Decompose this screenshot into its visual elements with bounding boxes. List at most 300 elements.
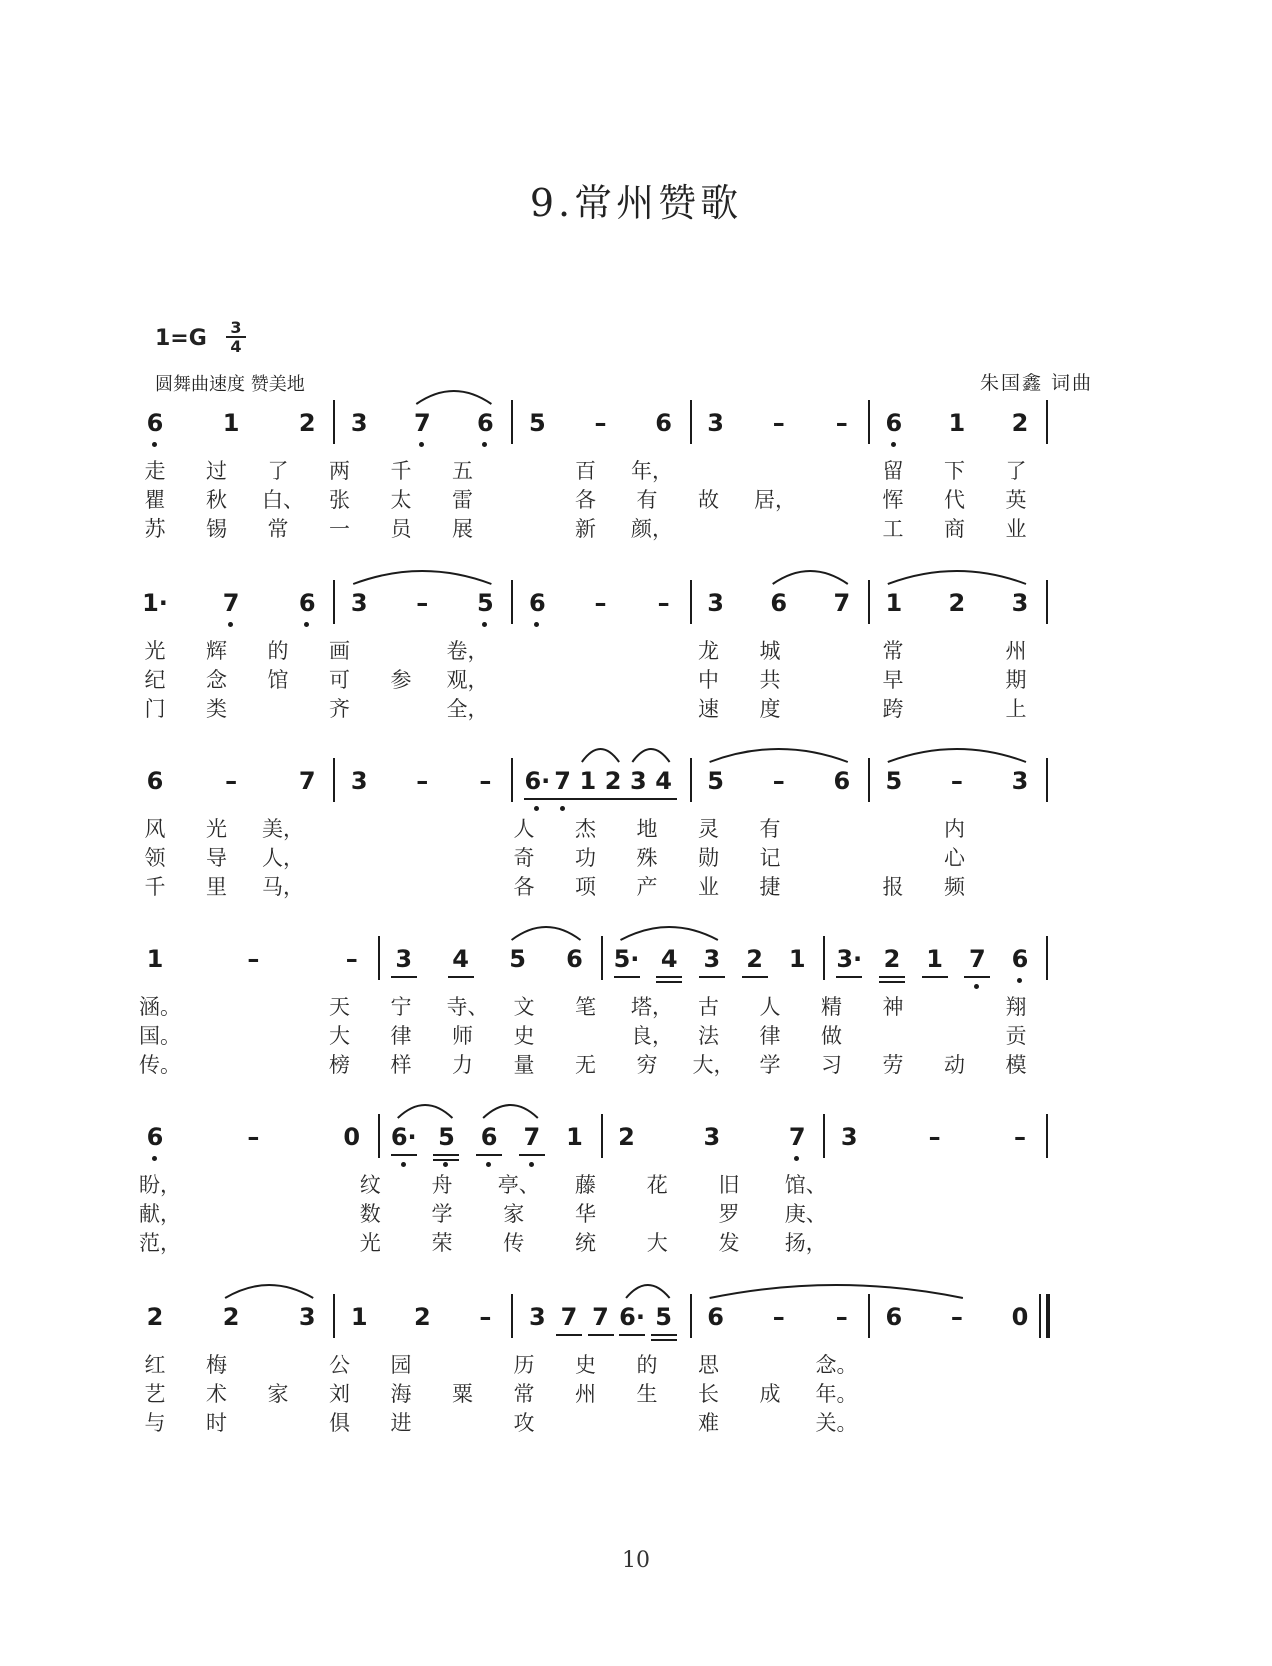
lyric-syllable: 纹 <box>359 1173 381 1197</box>
lyric-line <box>0 1230 1272 1270</box>
note: 3 <box>1011 589 1029 617</box>
barline <box>690 580 692 624</box>
lyric-syllable: 秋 <box>206 488 227 512</box>
lyric-syllable: 恽 <box>882 488 904 512</box>
lyric-syllable: 类 <box>206 697 227 721</box>
sixteenth-underline <box>433 1159 459 1161</box>
lyric-syllable: 地 <box>636 817 658 841</box>
lyric-syllable: 学 <box>759 1053 781 1077</box>
note: 6 <box>298 589 316 617</box>
lyric-syllable: 常 <box>267 517 289 541</box>
eighth-underline <box>556 1334 582 1336</box>
eighth-underline <box>879 976 905 978</box>
sixteenth-underline <box>651 1339 677 1341</box>
lower-octave-dot <box>228 622 233 627</box>
lower-octave-dot <box>443 1162 448 1167</box>
lyric-syllable: 代 <box>944 488 965 512</box>
lyric-syllable: 光 <box>206 817 227 841</box>
key-signature: 1=G <box>155 326 207 351</box>
lyric-syllable: 州 <box>575 1382 596 1406</box>
note: 3 <box>350 409 368 437</box>
note: 6· <box>390 1123 417 1151</box>
note: 6 <box>480 1123 498 1151</box>
eighth-underline <box>625 798 651 800</box>
note: 3 <box>630 767 647 795</box>
note: 7 <box>560 1303 578 1331</box>
barline <box>601 936 603 980</box>
barline <box>868 1294 870 1338</box>
slur <box>483 1105 538 1118</box>
note: 5 <box>707 767 724 795</box>
lyric-syllable: 州 <box>1005 639 1027 663</box>
eighth-underline <box>433 1154 459 1156</box>
lyric-syllable: 无 <box>575 1053 596 1077</box>
lower-octave-dot <box>486 1162 491 1167</box>
lyric-syllable: 项 <box>575 875 596 899</box>
lyric-syllable: 古 <box>698 995 719 1019</box>
lyric-syllable: 术 <box>206 1382 227 1406</box>
note: – <box>479 1303 492 1331</box>
lyric-syllable: 统 <box>575 1231 596 1255</box>
lyric-syllable: 画 <box>329 639 350 663</box>
lyric-syllable: 人， <box>262 846 304 870</box>
tempo-marking: 圆舞曲速度 赞美地 <box>155 374 305 395</box>
lyric-syllable: 罗 <box>718 1202 740 1226</box>
lyric-syllable: 龙 <box>698 639 719 663</box>
lyric-syllable: 度 <box>759 697 781 721</box>
lyric-syllable: 梅 <box>206 1353 227 1377</box>
note: 3 <box>529 1303 546 1331</box>
lower-octave-dot <box>974 984 979 989</box>
eighth-underline <box>742 976 768 978</box>
lyric-syllable: 百 <box>575 459 596 483</box>
lyric-syllable: 扬， <box>784 1231 827 1255</box>
notation-row <box>0 1124 1272 1164</box>
note: 3 <box>298 1303 316 1331</box>
lyric-syllable: 人 <box>759 995 781 1019</box>
note: 3 <box>703 945 721 973</box>
eighth-underline <box>836 976 862 978</box>
note: – <box>950 767 963 795</box>
lyric-syllable: 念 <box>206 668 227 692</box>
note: 7 <box>413 409 431 437</box>
lyric-syllable: 领 <box>144 846 166 870</box>
lyric-syllable: 笔 <box>575 995 596 1019</box>
note: 5 <box>477 589 494 617</box>
note: 1 <box>566 1123 583 1151</box>
lyric-syllable: 有 <box>759 817 781 841</box>
score-system <box>0 410 1272 560</box>
lyric-syllable: 家 <box>267 1382 289 1406</box>
lyric-syllable: 勋 <box>698 846 719 870</box>
lyric-syllable: 白、 <box>262 488 304 512</box>
lyric-syllable: 动 <box>944 1053 965 1077</box>
lyric-syllable: 天 <box>329 995 350 1019</box>
lyric-syllable: 员 <box>390 517 412 541</box>
lyric-syllable: 传。 <box>139 1053 181 1077</box>
lyric-syllable: 工 <box>882 517 904 541</box>
note: 7 <box>298 767 316 795</box>
note: 1 <box>350 1303 368 1331</box>
lyric-syllable: 劳 <box>882 1053 904 1077</box>
note: 6· <box>619 1303 645 1331</box>
note: 2 <box>604 767 622 795</box>
slur <box>888 571 1026 584</box>
barline <box>823 1114 825 1158</box>
lyric-syllable: 律 <box>759 1024 781 1048</box>
barline <box>823 936 825 980</box>
lyric-syllable: 量 <box>513 1053 535 1077</box>
note: 4 <box>452 945 469 973</box>
lyric-syllable: 旧 <box>718 1173 740 1197</box>
note: 5 <box>509 945 526 973</box>
note: – <box>247 1123 260 1151</box>
barline <box>1046 1114 1048 1158</box>
lyric-syllable: 城 <box>759 639 781 663</box>
lyric-syllable: 走 <box>144 459 166 483</box>
lyric-syllable: 英 <box>1005 488 1027 512</box>
lyric-syllable: 学 <box>431 1202 453 1226</box>
lower-octave-dot <box>482 622 487 627</box>
lyric-syllable: 文 <box>513 995 535 1019</box>
note: 2 <box>413 1303 431 1331</box>
lyric-syllable: 齐 <box>329 697 350 721</box>
lyric-syllable: 范， <box>139 1231 181 1255</box>
lower-octave-dot <box>304 622 309 627</box>
note: 3· <box>836 945 863 973</box>
eighth-underline <box>448 976 474 978</box>
note: 2 <box>146 1303 164 1331</box>
final-barline-thin <box>1039 1294 1041 1338</box>
lower-octave-dot <box>401 1162 406 1167</box>
note: 6 <box>885 409 903 437</box>
barline <box>511 580 513 624</box>
note: 5· <box>613 945 640 973</box>
note: 6 <box>707 1303 724 1331</box>
note: – <box>950 1303 963 1331</box>
lyric-syllable: 一 <box>329 517 350 541</box>
lyric-syllable: 习 <box>821 1053 842 1077</box>
note: 2 <box>746 945 763 973</box>
lyric-syllable: 业 <box>698 875 719 899</box>
slur <box>626 1285 670 1298</box>
note: 3 <box>703 1123 721 1151</box>
lyric-syllable: 苏 <box>144 517 166 541</box>
eighth-underline <box>922 976 948 978</box>
lyric-syllable: 寺、 <box>446 995 489 1019</box>
lyric-syllable: 年。 <box>815 1382 858 1406</box>
lyric-syllable: 馆、 <box>784 1173 827 1197</box>
lyric-syllable: 献， <box>139 1202 181 1226</box>
barline <box>1046 400 1048 444</box>
lyric-syllable: 穷 <box>636 1053 658 1077</box>
note: – <box>479 767 492 795</box>
lyric-syllable: 里 <box>206 875 227 899</box>
note: 5 <box>529 409 546 437</box>
lyric-syllable: 千 <box>390 459 412 483</box>
barline <box>690 1294 692 1338</box>
barline <box>868 400 870 444</box>
barline <box>511 1294 513 1338</box>
lyric-syllable: 新 <box>575 517 596 541</box>
lower-octave-dot <box>529 1162 534 1167</box>
note: 6 <box>1011 945 1029 973</box>
lyric-syllable: 展 <box>452 517 473 541</box>
note: 1 <box>948 409 966 437</box>
note: 3 <box>707 589 724 617</box>
slur <box>773 571 848 584</box>
lyric-syllable: 艺 <box>144 1382 166 1406</box>
eighth-underline <box>524 798 550 800</box>
lyric-syllable: 观， <box>446 668 489 692</box>
barline <box>868 580 870 624</box>
note: – <box>594 409 607 437</box>
note: 6 <box>833 767 851 795</box>
score-system <box>0 1304 1272 1454</box>
eighth-underline <box>391 976 417 978</box>
eighth-underline <box>699 976 725 978</box>
lyric-syllable: 了 <box>267 459 289 483</box>
lyric-syllable: 发 <box>718 1231 740 1255</box>
notation-row <box>0 768 1272 808</box>
note: 5 <box>438 1123 455 1151</box>
lyric-syllable: 大， <box>692 1053 735 1077</box>
lyric-syllable: 张 <box>329 488 350 512</box>
lyric-syllable: 五 <box>452 459 473 483</box>
note: – <box>225 767 238 795</box>
lyric-syllable: 关。 <box>815 1411 858 1435</box>
note: 1 <box>146 945 164 973</box>
lyric-syllable: 数 <box>359 1202 381 1226</box>
lyric-syllable: 历 <box>513 1353 535 1377</box>
note: – <box>247 945 260 973</box>
lyric-syllable: 捷 <box>759 875 781 899</box>
lyric-syllable: 大 <box>646 1231 668 1255</box>
lyric-syllable: 公 <box>329 1353 350 1377</box>
note: 3 <box>350 767 368 795</box>
lyric-syllable: 家 <box>503 1202 525 1226</box>
note: 6 <box>146 409 164 437</box>
note: 7 <box>222 589 240 617</box>
note: 1 <box>885 589 903 617</box>
lyric-syllable: 马， <box>262 875 304 899</box>
lyric-syllable: 做 <box>821 1024 842 1048</box>
eighth-underline <box>588 1334 614 1336</box>
lyric-syllable: 居， <box>754 488 796 512</box>
lyric-syllable: 律 <box>390 1024 412 1048</box>
note: 4 <box>660 945 678 973</box>
note: 6 <box>770 589 788 617</box>
note: 4 <box>655 767 672 795</box>
lyric-syllable: 庚、 <box>784 1202 827 1226</box>
lyric-syllable: 模 <box>1005 1053 1027 1077</box>
page-number: 10 <box>622 1548 650 1573</box>
barline <box>333 580 335 624</box>
eighth-underline <box>519 1154 545 1156</box>
lyric-line <box>0 516 1272 556</box>
lower-octave-dot <box>891 442 896 447</box>
slur <box>710 1285 963 1298</box>
score-system <box>0 590 1272 740</box>
barline <box>378 936 380 980</box>
sixteenth-underline <box>879 981 905 983</box>
note: 6· <box>524 767 551 795</box>
lyric-syllable: 故 <box>698 488 719 512</box>
lyric-syllable: 俱 <box>329 1411 350 1435</box>
lyric-syllable: 华 <box>575 1202 596 1226</box>
note: – <box>416 589 429 617</box>
score-system <box>0 946 1272 1096</box>
slur <box>888 749 1026 762</box>
note: 2 <box>298 409 316 437</box>
lyric-line <box>0 696 1272 736</box>
lyric-syllable: 人 <box>513 817 535 841</box>
lyric-syllable: 神 <box>882 995 904 1019</box>
lyric-syllable: 宁 <box>390 995 412 1019</box>
lyric-syllable: 商 <box>944 517 965 541</box>
lyric-syllable: 内 <box>944 817 965 841</box>
note: 0 <box>1011 1303 1029 1331</box>
lyric-syllable: 史 <box>513 1024 535 1048</box>
notation-row <box>0 410 1272 450</box>
lyric-syllable: 年， <box>631 459 673 483</box>
note: 2 <box>883 945 901 973</box>
lower-octave-dot <box>534 806 539 811</box>
lyric-syllable: 门 <box>144 697 166 721</box>
lower-octave-dot <box>482 442 487 447</box>
lyric-line <box>0 1052 1272 1092</box>
note: 1 <box>788 945 806 973</box>
lyric-syllable: 攻 <box>513 1411 535 1435</box>
note: 7 <box>788 1123 806 1151</box>
lyric-syllable: 太 <box>390 488 412 512</box>
lyric-syllable: 速 <box>698 697 719 721</box>
barline <box>333 1294 335 1338</box>
lyric-line <box>0 874 1272 914</box>
lyric-syllable: 杰 <box>575 817 596 841</box>
barline <box>690 400 692 444</box>
eighth-underline <box>575 798 601 800</box>
barline <box>868 758 870 802</box>
note: 6 <box>885 1303 903 1331</box>
composer-credit: 朱国鑫 词曲 <box>980 372 1094 394</box>
barline <box>1046 758 1048 802</box>
lyric-syllable: 馆 <box>267 668 289 692</box>
lyric-syllable: 导 <box>206 846 227 870</box>
note: 3 <box>1011 767 1029 795</box>
lyric-syllable: 过 <box>206 459 227 483</box>
barline <box>1046 936 1048 980</box>
lyric-syllable: 早 <box>882 668 904 692</box>
lyric-syllable: 园 <box>390 1353 412 1377</box>
sixteenth-underline <box>656 981 682 983</box>
lyric-syllable: 频 <box>944 875 965 899</box>
lyric-syllable: 奇 <box>513 846 535 870</box>
note: 1 <box>579 767 597 795</box>
lyric-syllable: 精 <box>821 995 842 1019</box>
lyric-syllable: 光 <box>144 639 166 663</box>
lyric-syllable: 共 <box>759 668 781 692</box>
note: – <box>835 409 848 437</box>
note: – <box>657 589 670 617</box>
lyric-syllable: 法 <box>698 1024 719 1048</box>
note: 6 <box>146 1123 164 1151</box>
lyric-syllable: 两 <box>329 459 350 483</box>
lyric-syllable: 报 <box>882 875 904 899</box>
slur <box>621 927 718 940</box>
lyric-syllable: 思 <box>698 1353 719 1377</box>
lyric-syllable: 念。 <box>815 1353 858 1377</box>
lyric-syllable: 翔 <box>1005 995 1027 1019</box>
note: 6 <box>146 767 164 795</box>
note: 2 <box>618 1123 635 1151</box>
barline <box>378 1114 380 1158</box>
eighth-underline <box>391 1154 417 1156</box>
note: 0 <box>343 1123 361 1151</box>
notation-row <box>0 946 1272 986</box>
barline <box>333 758 335 802</box>
lyric-line <box>0 1410 1272 1450</box>
lyric-syllable: 雷 <box>452 488 473 512</box>
lyric-syllable: 卷， <box>446 639 489 663</box>
eighth-underline <box>550 798 576 800</box>
eighth-underline <box>619 1334 645 1336</box>
lyric-syllable: 殊 <box>636 846 658 870</box>
lyric-syllable: 锡 <box>206 517 227 541</box>
note: 5 <box>885 767 903 795</box>
lyric-syllable: 跨 <box>882 697 904 721</box>
note: – <box>772 1303 785 1331</box>
lyric-syllable: 产 <box>636 875 658 899</box>
lyric-syllable: 光 <box>359 1231 381 1255</box>
lyric-syllable: 瞿 <box>144 488 166 512</box>
lower-octave-dot <box>1017 978 1022 983</box>
lyric-syllable: 下 <box>944 459 965 483</box>
note: – <box>772 409 785 437</box>
slur <box>353 571 491 584</box>
lyric-syllable: 心 <box>944 846 965 870</box>
lyric-syllable: 涵。 <box>139 995 181 1019</box>
lyric-syllable: 美， <box>262 817 304 841</box>
note: – <box>772 767 785 795</box>
note: – <box>594 589 607 617</box>
lyric-syllable: 业 <box>1005 517 1027 541</box>
score-system <box>0 768 1272 918</box>
lyric-syllable: 藤 <box>575 1173 596 1197</box>
lyric-syllable: 常 <box>513 1382 535 1406</box>
lyric-syllable: 进 <box>390 1411 412 1435</box>
note: – <box>1014 1123 1026 1151</box>
lyric-syllable: 花 <box>646 1173 668 1197</box>
note: 6 <box>566 945 583 973</box>
note: 3 <box>840 1123 858 1151</box>
lyric-syllable: 时 <box>206 1411 227 1435</box>
lyric-syllable: 舟 <box>431 1173 453 1197</box>
slur <box>225 1285 313 1298</box>
barline <box>690 758 692 802</box>
lyric-syllable: 与 <box>144 1411 166 1435</box>
note: 7 <box>833 589 851 617</box>
note: 1 <box>222 409 240 437</box>
lyric-syllable: 国。 <box>139 1024 181 1048</box>
lower-octave-dot <box>560 806 565 811</box>
note: – <box>416 767 429 795</box>
note: 6 <box>477 409 494 437</box>
barline <box>333 400 335 444</box>
lyric-syllable: 传 <box>503 1231 525 1255</box>
note: 6 <box>529 589 546 617</box>
lyric-syllable: 颜， <box>631 517 673 541</box>
